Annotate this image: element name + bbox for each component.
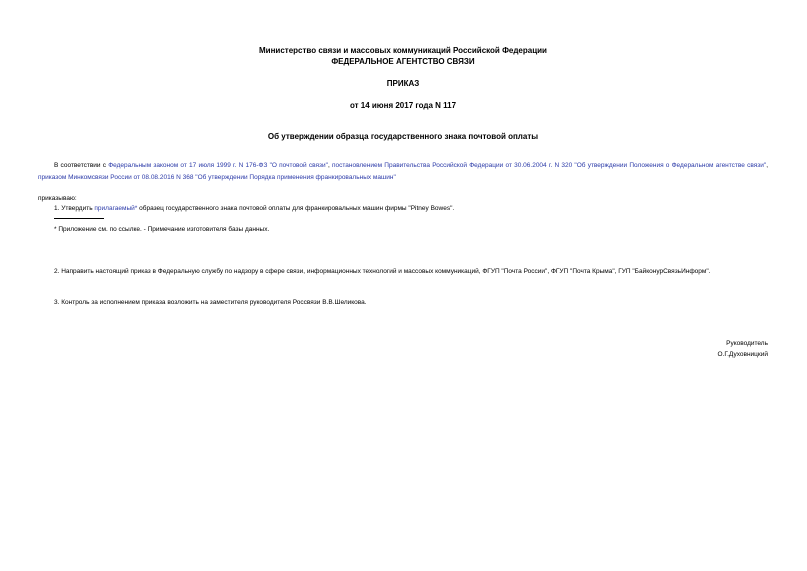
signer-position: Руководитель [726,340,768,347]
document-page [38,0,768,571]
preamble-separator: , [327,162,332,169]
item-2: 2. Направить настоящий приказ в Федеральную службу по надзору в сфере связи, информационных технологий и массовых коммуникаций, ФГУП "Почта России", ФГУП "Почта Крыма", ГУП "БайконурСвязьИнформ". [54,268,711,275]
item-1-prefix: 1. Утвердить [54,205,95,212]
signer-name: О.Г.Духовницкий [717,351,768,358]
appendix-link[interactable]: прилагаемый* [94,205,138,212]
preamble-separator: , [766,162,768,169]
date-number: от 14 июня 2017 года N 117 [349,101,457,110]
footnote-divider [54,218,104,219]
preamble-intro: В соответствии с [54,162,109,169]
document-title: Об утверждении образца государственного знака почтовой оплаты [267,132,539,141]
item-1-suffix: образец государственного знака почтовой оплаты для франкировальных машин фирмы "Pitney Bowes". [137,205,455,212]
decree-link[interactable]: постановлением Правительства Российской Федерации от 30.06.2004 г. N 320 "Об утверждении Положения о Федеральном агентстве связи" [331,162,767,169]
footnote: * Приложение см. по ссылке. - Примечание изготовителя базы данных. [54,226,270,233]
preamble-paragraph [38,160,768,183]
item-1 [38,203,784,215]
order-link[interactable]: приказом Минкомсвязи России от 08.08.2016 N 368 "Об утверждении Порядка применения франкировальных машин" [38,173,396,181]
agency-title: ФЕДЕРАЛЬНОЕ АГЕНТСТВО СВЯЗИ [331,57,475,66]
item-3: 3. Контроль за исполнением приказа возложить на заместителя руководителя Россвязи В.В.Шеликова. [54,299,367,306]
doc-type: ПРИКАЗ [386,79,420,88]
order-word: приказываю: [38,195,77,202]
ministry-title: Министерство связи и массовых коммуникаций Российской Федерации [259,46,547,55]
law-link[interactable]: Федеральным законом от 17 июля 1999 г. N 176-ФЗ "О почтовой связи" [108,162,328,169]
